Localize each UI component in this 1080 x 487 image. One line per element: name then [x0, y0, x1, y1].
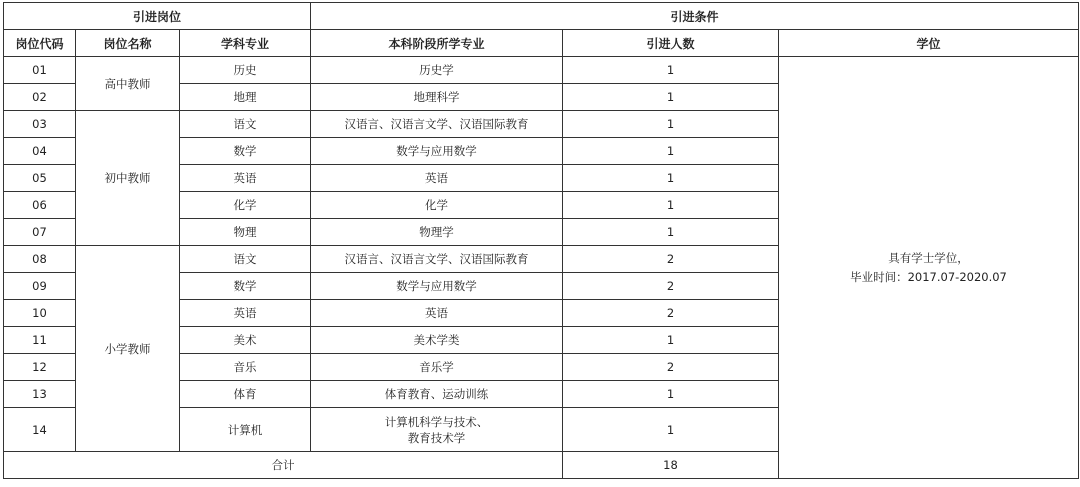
undergrad-major: 美术学类 — [311, 327, 563, 354]
recruit-count: 1 — [563, 57, 779, 84]
undergrad-major: 汉语言、汉语言文学、汉语国际教育 — [311, 111, 563, 138]
position-code: 09 — [4, 273, 76, 300]
table-row — [4, 57, 1079, 84]
position-code: 03 — [4, 111, 76, 138]
recruit-count: 2 — [563, 246, 779, 273]
col-header-code: 岗位代码 — [4, 30, 76, 57]
group-header-conditions: 引进条件 — [311, 3, 1079, 30]
col-header-degree: 学位 — [779, 30, 1079, 57]
recruit-count: 2 — [563, 273, 779, 300]
position-code: 04 — [4, 138, 76, 165]
undergrad-major: 汉语言、汉语言文学、汉语国际教育 — [311, 246, 563, 273]
subject: 地理 — [180, 84, 311, 111]
undergrad-major: 数学与应用数学 — [311, 273, 563, 300]
subject: 物理 — [180, 219, 311, 246]
undergrad-major: 音乐学 — [311, 354, 563, 381]
undergrad-major: 化学 — [311, 192, 563, 219]
col-header-undergrad-major: 本科阶段所学专业 — [311, 30, 563, 57]
group-header-row — [4, 3, 1079, 30]
undergrad-major: 数学与应用数学 — [311, 138, 563, 165]
subject: 英语 — [180, 165, 311, 192]
subject: 美术 — [180, 327, 311, 354]
degree-requirement — [779, 57, 1079, 479]
subject: 语文 — [180, 246, 311, 273]
undergrad-major: 地理科学 — [311, 84, 563, 111]
subject: 体育 — [180, 381, 311, 408]
subject: 计算机 — [180, 408, 311, 452]
recruit-count: 1 — [563, 84, 779, 111]
col-header-subject: 学科专业 — [180, 30, 311, 57]
position-code: 14 — [4, 408, 76, 452]
recruit-count: 1 — [563, 192, 779, 219]
subject: 语文 — [180, 111, 311, 138]
recruit-count: 2 — [563, 354, 779, 381]
undergrad-major-line: 计算机科学与技术、 — [384, 414, 489, 429]
subject: 音乐 — [180, 354, 311, 381]
undergrad-major-line: 教育技术学 — [407, 430, 466, 445]
position-code: 05 — [4, 165, 76, 192]
position-code: 06 — [4, 192, 76, 219]
undergrad-major: 体育教育、运动训练 — [311, 381, 563, 408]
subject: 英语 — [180, 300, 311, 327]
position-name-middle-school: 初中教师 — [76, 111, 180, 246]
undergrad-major — [311, 408, 563, 452]
degree-note-line2: 毕业时间：2017.07-2020.07 — [850, 269, 1007, 284]
undergrad-major: 英语 — [311, 165, 563, 192]
recruit-count: 1 — [563, 111, 779, 138]
recruitment-table — [3, 2, 1079, 479]
subject: 化学 — [180, 192, 311, 219]
subject: 数学 — [180, 273, 311, 300]
total-label: 合计 — [4, 452, 563, 479]
recruit-count: 1 — [563, 408, 779, 452]
position-code: 01 — [4, 57, 76, 84]
undergrad-major: 历史学 — [311, 57, 563, 84]
position-code: 07 — [4, 219, 76, 246]
recruit-count: 1 — [563, 165, 779, 192]
undergrad-major: 英语 — [311, 300, 563, 327]
recruit-count: 1 — [563, 327, 779, 354]
recruit-count: 1 — [563, 138, 779, 165]
position-code: 12 — [4, 354, 76, 381]
recruit-count: 1 — [563, 219, 779, 246]
col-header-count: 引进人数 — [563, 30, 779, 57]
position-code: 08 — [4, 246, 76, 273]
position-code: 13 — [4, 381, 76, 408]
recruit-count: 1 — [563, 381, 779, 408]
position-code: 11 — [4, 327, 76, 354]
recruit-count: 2 — [563, 300, 779, 327]
undergrad-major: 物理学 — [311, 219, 563, 246]
group-header-position: 引进岗位 — [4, 3, 311, 30]
position-name-primary-school: 小学教师 — [76, 246, 180, 452]
degree-note-line1: 具有学士学位， — [888, 251, 969, 266]
position-code: 10 — [4, 300, 76, 327]
position-code: 02 — [4, 84, 76, 111]
total-count: 18 — [563, 452, 779, 479]
subject: 历史 — [180, 57, 311, 84]
position-name-high-school: 高中教师 — [76, 57, 180, 111]
subject: 数学 — [180, 138, 311, 165]
col-header-name: 岗位名称 — [76, 30, 180, 57]
column-header-row — [4, 30, 1079, 57]
